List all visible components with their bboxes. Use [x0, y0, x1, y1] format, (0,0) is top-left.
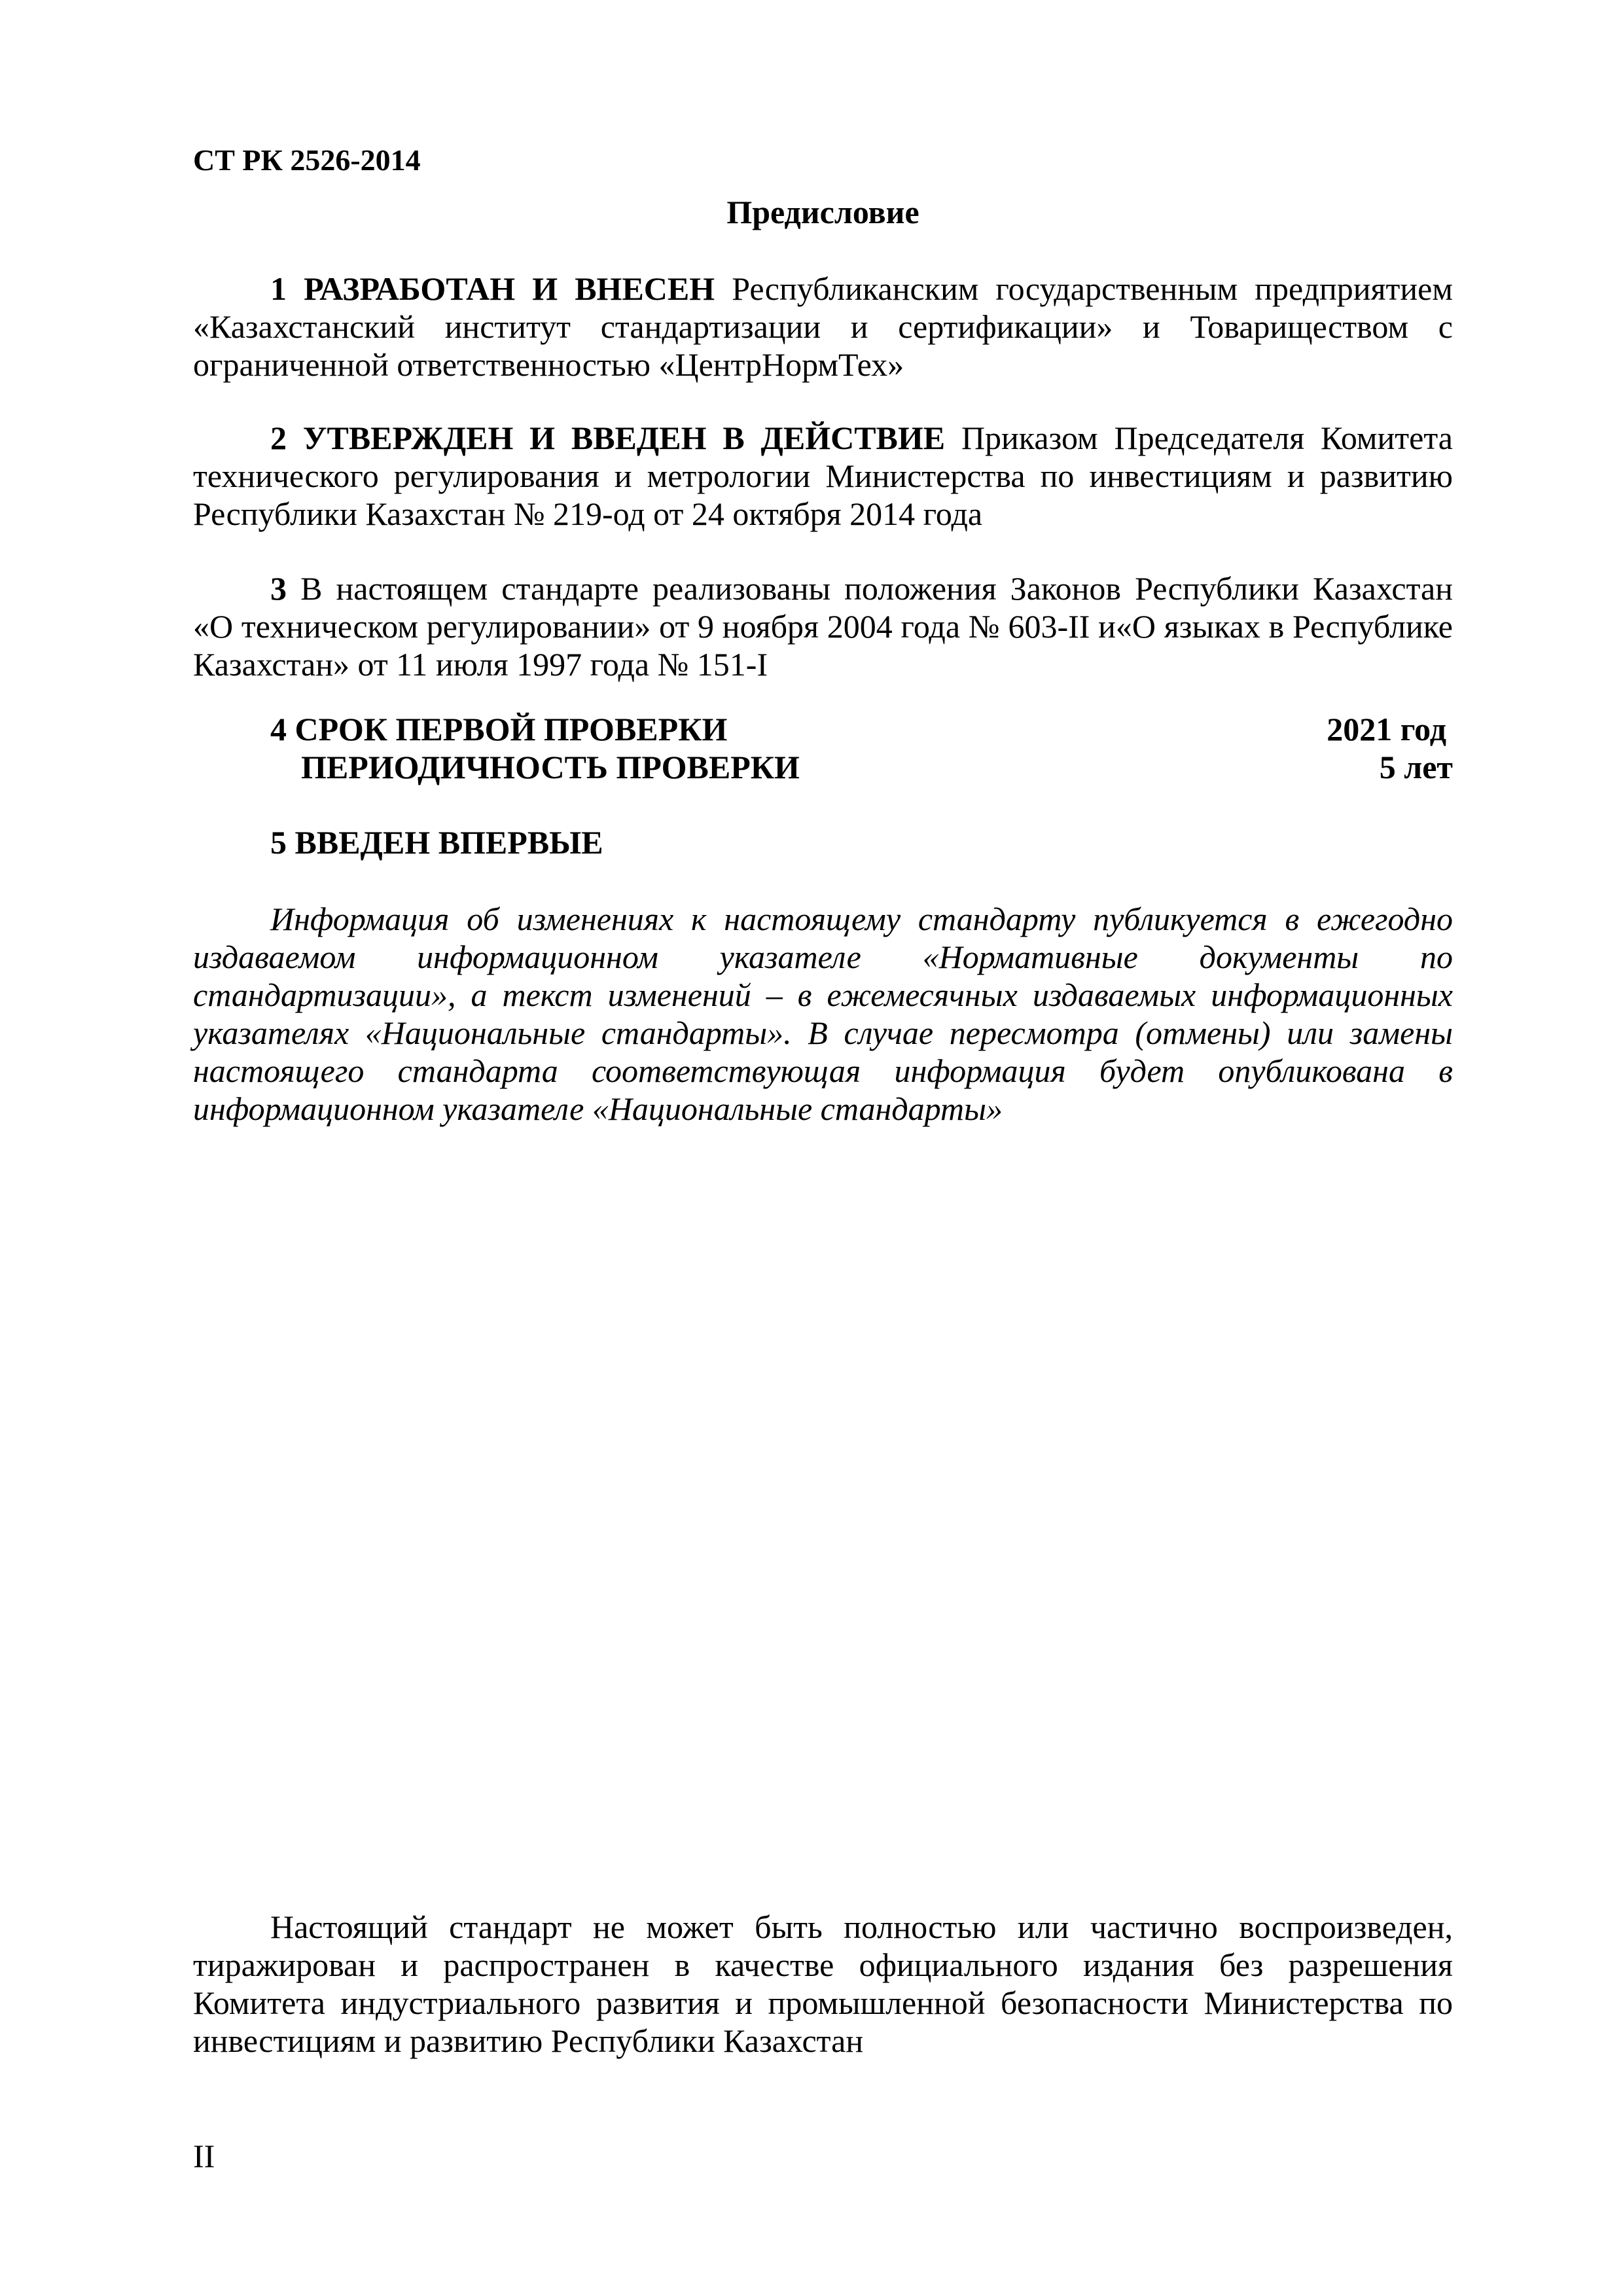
section-3-lead: 3	[270, 570, 287, 607]
section-5-text: 5 ВВЕДЕН ВПЕРВЫЕ	[270, 824, 603, 861]
section-2	[193, 419, 1453, 533]
section-3-text: В настоящем стандарте реализованы положения Законов Республики Казахстан «О техническом регулировании» от 9 ноября 2004 года № 603-II и«О языках в Республике Казахстан» от 11 июля 1997 года № 151-I	[193, 570, 1453, 683]
section-2-text: Приказом Председателя Комитета технического регулирования и метрологии Министерства по инвестициям и развитию Республики Казахстан № 219-од от 24 октября 2014 года	[193, 420, 1453, 532]
first-check-value: 2021 год	[1327, 711, 1446, 747]
section-1-lead: 1 РАЗРАБОТАН И ВНЕСЕН	[270, 270, 715, 307]
section-3	[193, 569, 1453, 683]
periodicity-label: ПЕРИОДИЧНОСТЬ ПРОВЕРКИ	[301, 749, 800, 785]
page-number: II	[193, 2138, 215, 2174]
first-check-label: 4 СРОК ПЕРВОЙ ПРОВЕРКИ	[270, 711, 728, 747]
change-notice: Информация об изменениях к настоящему стандарту публикуется в ежегодно издаваемом информационном указателе «Нормативные документы по стандартизации», а текст изменений – в ежемесячных издаваемых информационных указателях «Национальные стандарты». В случае пересмотра (отмены) или замены настоящего стандарта соответствующая информация будет опубликована в информационном указателе «Национальные стандарты»	[193, 901, 1453, 1127]
periodicity-value: 5 лет	[1379, 749, 1453, 785]
section-1	[193, 270, 1453, 384]
section-1-text: Республиканским государственным предприятием «Казахстанский институт стандартизации и сертификации» и Товариществом с ограниченной ответственностью «ЦентрНормТех»	[193, 270, 1453, 383]
section-2-lead: 2 УТВЕРЖДЕН И ВВЕДЕН В ДЕЙСТВИЕ	[270, 420, 946, 456]
document-code: СТ РК 2526-2014	[193, 143, 421, 177]
page-title: Предисловие	[726, 194, 919, 230]
copyright-notice: Настоящий стандарт не может быть полностью или частично воспроизведен, тиражирован и распространен в качестве официального издания без разрешения Комитета индустриального развития и промышленной безопасности Министерства по инвестициям и развитию Республики Казахстан	[193, 1909, 1453, 2059]
